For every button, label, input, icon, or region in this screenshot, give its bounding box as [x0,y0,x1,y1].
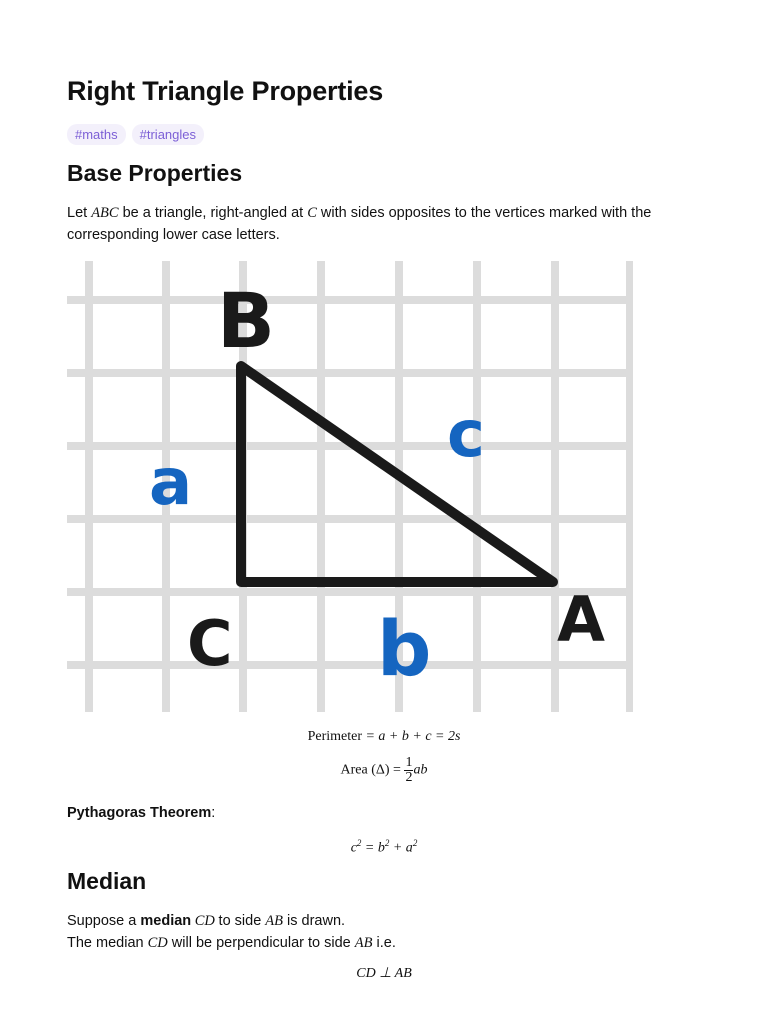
intro-text-2: be a triangle, right-angled at [118,205,308,221]
intro-text-1: Let [67,205,92,221]
pythagoras-colon: : [211,805,216,821]
median-l2-math-ab: AB [354,935,373,951]
median-l1-bold: median [140,913,192,929]
pyth-mid: = b [361,840,385,856]
perpendicular-formula: CD ⊥ AB [356,966,412,981]
intro-math-c: C [307,205,317,221]
median-line-2 [67,932,707,954]
area-expression: ab [413,762,428,778]
intro-text-3: with sides opposites to the vertices marked with the corresponding lower case letters. [67,205,652,243]
side-label-a: a [149,446,193,520]
area-label: Area (Δ) = [340,762,401,778]
median-l2-text-2: will be perpendicular to side [167,935,355,951]
median-l2-math-cd: CD [147,935,168,951]
pyth-mid2: + a [389,840,413,856]
vertex-label-b: B [217,276,275,365]
median-l2-text-3: i.e. [372,935,396,951]
pythagoras-formula [0,838,768,857]
pythagoras-label: Pythagoras Theorem [67,805,212,821]
median-line-1 [67,910,707,932]
pythagoras-label-line [67,802,707,824]
heading-base-properties: Base Properties [67,160,243,186]
pyth-exp-2: 2 [384,838,390,848]
median-l1-text-2: to side [218,913,266,929]
median-l1-text-3: is drawn. [283,913,346,929]
heading-median: Median [67,868,147,894]
intro-math-abc: ABC [91,205,119,221]
tag-list [67,124,204,145]
page-title: Right Triangle Properties [67,76,384,106]
area-formula [0,756,768,785]
intro-paragraph [67,202,707,246]
side-label-b: b [377,604,432,693]
tag-triangles[interactable]: #triangles [132,124,204,145]
vertex-label-c: C [187,607,233,680]
side-label-c: c [447,398,485,472]
fraction-denominator: 2 [405,770,413,785]
median-l2-text-1: The median [67,935,148,951]
pyth-exp-1: 2 [356,838,362,848]
median-l1-text-1: Suppose a [67,913,141,929]
triangle-figure [67,261,633,712]
fraction-numerator: 1 [405,755,413,770]
perimeter-label: Perimeter [307,729,362,744]
perimeter-formula [0,729,768,745]
median-l1-math-cd: CD [191,913,219,929]
perimeter-expression: = a + b + c = 2s [365,729,461,744]
pyth-c: c [350,840,357,856]
pyth-exp-3: 2 [412,838,418,848]
vertex-label-a: A [557,583,605,656]
tag-maths[interactable]: #maths [67,124,126,145]
median-l1-math-ab: AB [265,913,284,929]
